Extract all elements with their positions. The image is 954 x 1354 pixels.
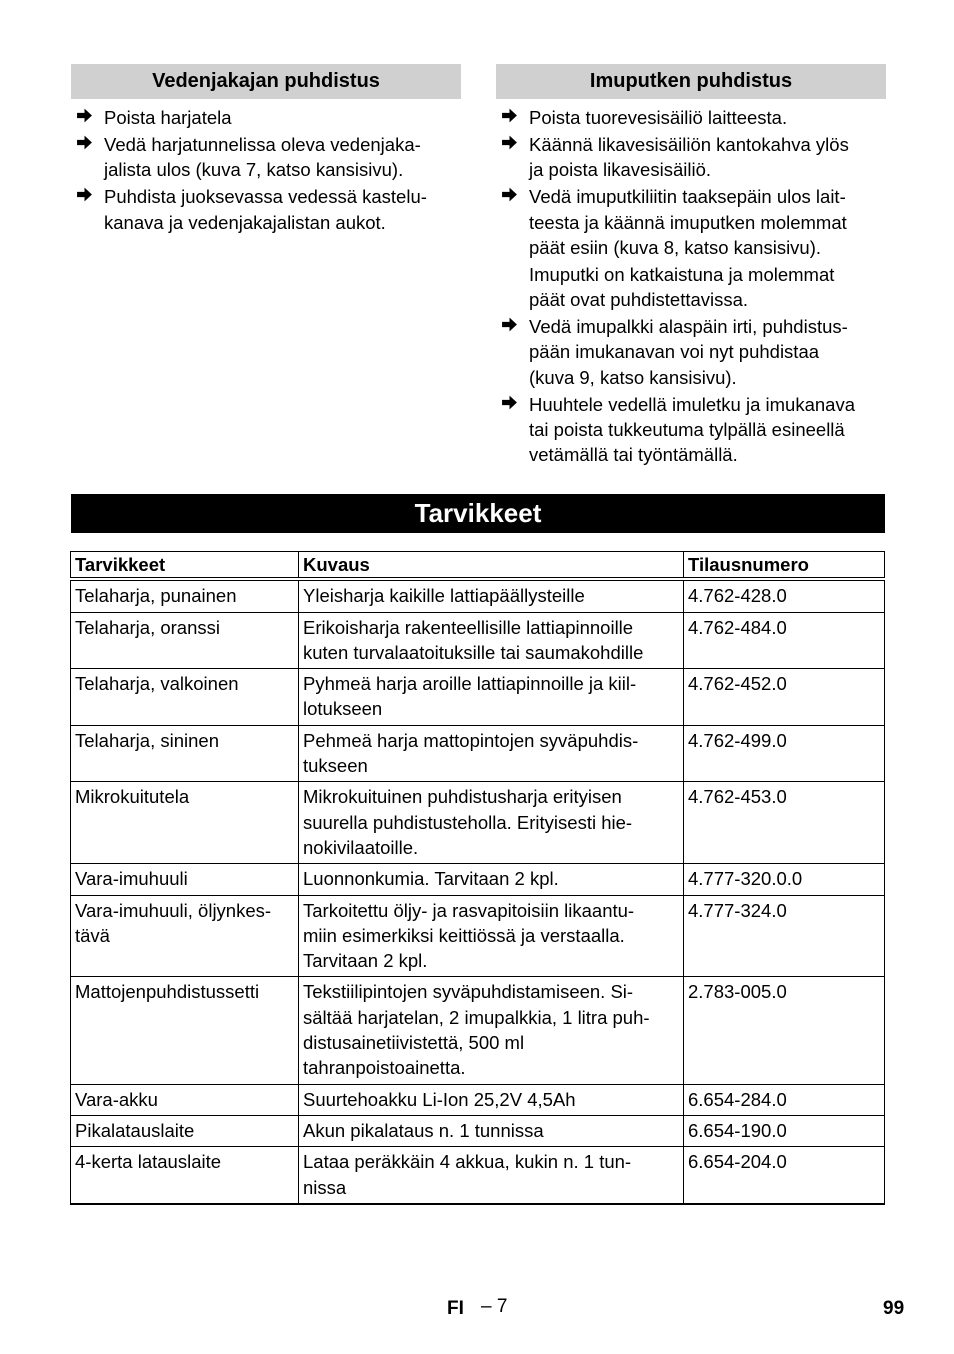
table-row [71,895,885,977]
step-item [71,132,461,183]
section-heading: Vedenjakajan puhdistus [71,64,461,99]
accessory-description: Pehmeä harja mattopintojen syväpuhdis- tukseen [303,729,639,777]
table-row [71,1115,885,1146]
accessory-name: Vara-imuhuuli, öljynkes- tävä [75,899,272,946]
accessory-name: Mikrokuitutela [75,786,190,808]
table-cell [299,1084,684,1115]
step-text: Vedä imupalkki alaspäin irti, puhdistus- pään imukanavan voi nyt puhdistaa (kuva 9, katso kansisivu). [529,316,848,388]
table-cell [299,864,684,895]
accessory-description: Suurtehoakku Li-Ion 25,2V 4,5Ah [303,1088,576,1110]
table-cell [684,579,885,612]
column-header: Tilausnumero [684,552,885,580]
order-number: 6.654-284.0 [688,1088,787,1110]
table-cell [299,612,684,669]
table-cell [71,782,299,864]
step-text: Poista harjatela [104,107,232,128]
accessory-name: Telaharja, valkoinen [75,673,239,695]
table-cell [71,579,299,612]
table-cell [684,725,885,782]
order-number: 4.762-499.0 [688,729,787,751]
table-cell [71,1115,299,1146]
table-cell [71,612,299,669]
step-note: Imuputki on katkaistuna ja molemmat päät ovat puhdistettavissa. [529,263,835,311]
step-text: Poista tuorevesisäiliö laitteesta. [529,107,788,128]
accessory-name: Pikalatauslaite [75,1119,195,1141]
table-cell [71,725,299,782]
section-imuputken-puhdistus [496,64,886,469]
step-text: Käännä likavesisäiliön kantokahva ylös ja poista likavesisäiliö. [529,133,849,181]
right-arrow-icon [76,134,93,151]
table-cell [684,1147,885,1204]
table-cell [71,669,299,726]
table-cell [71,1084,299,1115]
accessory-description: Erikoisharja rakenteellisille lattiapinnoille kuten turvalaatoituksille tai saumakohdille [303,616,644,663]
column-header: Tarvikkeet [71,552,299,580]
accessory-name: Mattojenpuhdistussetti [75,981,260,1003]
step-item [496,184,886,260]
table-cell [299,579,684,612]
order-number: 4.762-484.0 [688,616,787,638]
order-number: 4.762-453.0 [688,786,787,808]
step-item [496,105,886,130]
step-item [496,314,886,390]
table-cell [299,725,684,782]
table-cell [684,669,885,726]
column-header: Kuvaus [299,552,684,580]
table-row [71,725,885,782]
right-arrow-icon [501,134,518,151]
table-cell [684,895,885,977]
table-cell [299,977,684,1084]
order-number: 6.654-190.0 [688,1119,787,1141]
accessories-table [70,551,885,1205]
order-number: 4.777-324.0 [688,899,787,921]
accessory-description: Lataa peräkkäin 4 akkua, kukin n. 1 tun- nissa [303,1151,632,1198]
right-arrow-icon [501,316,518,333]
table-cell [684,864,885,895]
accessory-description: Tekstiilipintojen syväpuhdistamiseen. Si- sältää harjatelan, 2 imupalkkia, 1 litra puh- distusainetiivistettä, 500 ml tahranpoistoainetta. [303,981,650,1079]
table-cell [299,669,684,726]
right-arrow-icon [501,186,518,203]
order-number: 2.783-005.0 [688,981,787,1003]
right-arrow-icon [76,107,93,124]
accessory-description: Tarkoitettu öljy- ja rasvapitoisiin likaantu- miin esimerkiksi keittiössä ja verstaalla. Tarvitaan 2 kpl. [303,899,635,972]
table-cell [299,1115,684,1146]
step-list [71,105,461,235]
right-arrow-icon [501,394,518,411]
step-text: Vedä imuputkiliitin taaksepäin ulos lait- teesta ja käännä imuputken molemmat päät esiin (kuva 8, katso kansisivu). [529,186,847,258]
step-text: Puhdista juoksevassa vedessä kastelu- kanava ja vedenjakajalistan aukot. [104,186,427,233]
table-cell [684,1115,885,1146]
step-item [71,184,461,235]
table-cell [684,1084,885,1115]
table-row [71,782,885,864]
table-row [71,579,885,612]
accessory-description: Yleisharja kaikille lattiapäällysteille [303,585,585,607]
order-number: 4.762-452.0 [688,673,787,695]
accessory-description: Mikrokuituinen puhdistusharja erityisen suurella puhdistusteholla. Erityisesti hie- nokivilaatoille. [303,786,633,858]
order-number: 6.654-204.0 [688,1151,787,1173]
right-arrow-icon [76,186,93,203]
page-number: 99 [883,1298,905,1319]
table-cell [684,782,885,864]
table-row [71,864,885,895]
order-number: 4.762-428.0 [688,585,787,607]
table-cell [71,864,299,895]
table-row [71,1147,885,1204]
table-cell [684,612,885,669]
footer-language: FI [447,1298,464,1319]
table-row [71,669,885,726]
accessory-description: Luonnonkumia. Tarvitaan 2 kpl. [303,868,559,890]
table-cell [684,977,885,1084]
table-row [71,977,885,1084]
table-cell [71,977,299,1084]
accessory-name: Vara-akku [75,1088,158,1110]
table-cell [299,782,684,864]
table-cell [71,895,299,977]
table-cell [299,1147,684,1204]
right-arrow-icon [501,107,518,124]
accessory-name: Vara-imuhuuli [75,868,188,890]
order-number: 4.777-320.0.0 [688,868,803,890]
table-cell [299,895,684,977]
accessory-name: Telaharja, oranssi [75,616,220,638]
step-text: Huuhtele vedellä imuletku ja imukanava tai poista tukkeutuma tylpällä esineellä vetämällä tai työntämällä. [529,393,855,466]
accessory-name: 4-kerta latauslaite [75,1151,222,1173]
step-list [496,105,886,468]
accessory-description: Akun pikalataus n. 1 tunnissa [303,1119,544,1141]
section-heading: Imuputken puhdistus [496,64,886,99]
table-row [71,1084,885,1115]
table-header-row [71,552,885,580]
section-vedenjakajan-puhdistus [71,64,461,237]
accessory-description: Pyhmeä harja aroille lattiapinnoille ja kiil- lotukseen [303,673,637,720]
accessory-name: Telaharja, sininen [75,729,219,751]
footer-sub-page: – 7 [481,1296,508,1317]
step-item [71,105,461,130]
accessory-name: Telaharja, punainen [75,585,237,607]
step-text: Vedä harjatunnelissa oleva vedenjaka- jalista ulos (kuva 7, katso kansisivu). [104,133,421,181]
table-cell [71,1147,299,1204]
step-item [496,392,886,468]
step-item [496,132,886,183]
table-row [71,612,885,669]
accessories-banner: Tarvikkeet [71,494,885,533]
